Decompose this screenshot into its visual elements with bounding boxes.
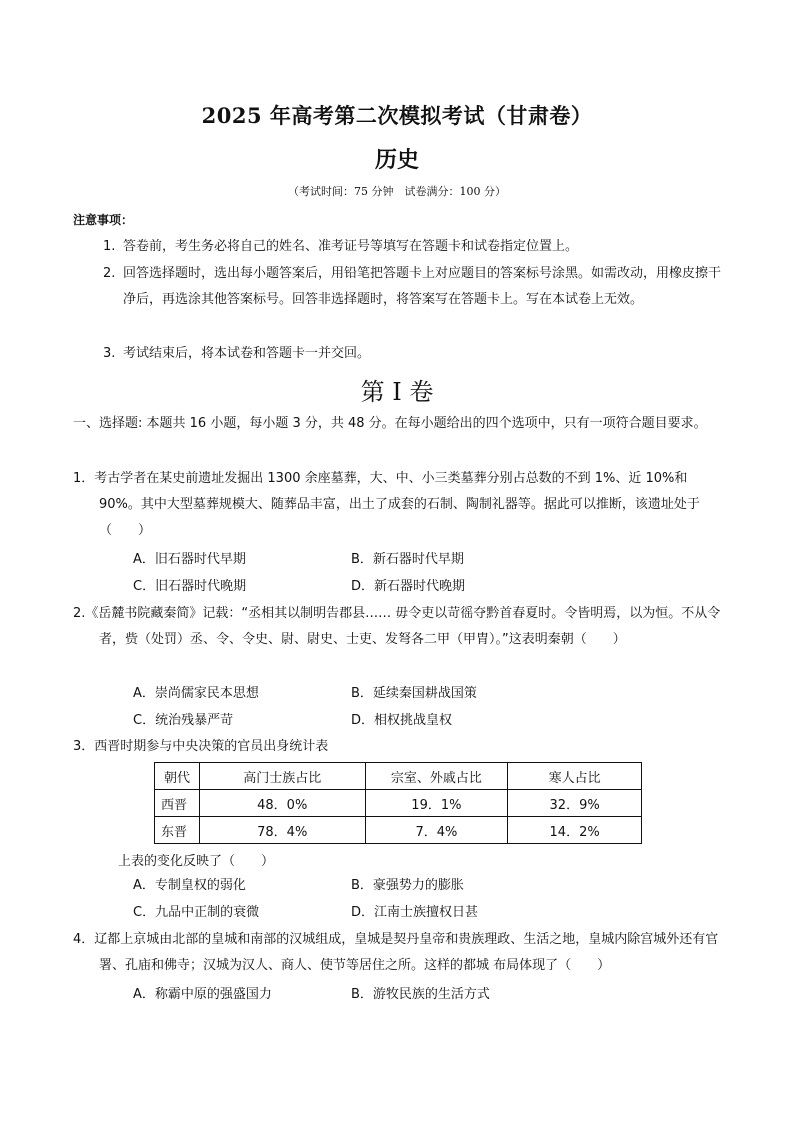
option-a: A．称霸中原的强盛国力 <box>133 987 272 1002</box>
question-3 <box>73 734 725 760</box>
notice-text: 回答选择题时，选出每小题答案后，用铅笔把答题卡上对应题目的答案标号涂黑。如需改动，用橡皮擦干净后，再选涂其他答案标号。回答非选择题时，将答案写在答题卡上。写在本试卷上无效。 <box>123 266 722 307</box>
table-header-cell: 宗室、外戚占比 <box>365 763 508 790</box>
notice-text: 考试结束后，将本试卷和答题卡一并交回。 <box>123 346 371 361</box>
question-1 <box>73 466 725 544</box>
table-row <box>155 817 642 844</box>
exam-info: （考试时间：75 分钟 试卷满分：100 分） <box>288 185 506 198</box>
table-header-cell: 寒人占比 <box>508 763 642 790</box>
option-a: A．专制皇权的弱化 <box>133 878 246 893</box>
option-c: C．统治残暴严苛 <box>133 713 234 728</box>
table-caption: 上表的变化反映了（ ） <box>118 854 275 869</box>
table-header-cell: 朝代 <box>155 763 200 790</box>
table-cell: 7．4% <box>365 817 508 844</box>
option-d: D．江南士族擅权日甚 <box>351 905 479 920</box>
table-cell: 32．9% <box>508 790 642 817</box>
option-c: C．旧石器时代晚期 <box>133 579 247 594</box>
subject-title: 历史 <box>374 147 419 173</box>
option-a: A．旧石器时代早期 <box>133 552 246 567</box>
notice-number: 2. <box>103 266 116 281</box>
question-stem: 2.《岳麓书院藏秦简》记载：“丞相其以制明告郡县…… 毋令吏以苛徭夺黔首春夏时。令皆明焉，以为恒。不从令者，赀（处罚）丞、令、令史、尉、尉史、士吏、发弩各二甲（甲胄）。”这表明秦朝（ ） <box>73 606 721 647</box>
exam-title: 2025 年高考第二次模拟考试（甘肃卷） <box>201 103 593 128</box>
question-stem: 4．辽都上京城由北部的皇城和南部的汉城组成，皇城是契丹皇帝和贵族理政、生活之地，皇城内除宫城外还有官署、孔庙和佛寺；汉城为汉人、商人、使节等居住之所。这样的都城 布局体现了（ ） <box>73 932 719 973</box>
option-c: C．九品中正制的衰微 <box>133 905 260 920</box>
notice-item <box>103 234 725 260</box>
option-b: B．延续秦国耕战国策 <box>351 686 477 701</box>
option-a: A．崇尚儒家民本思想 <box>133 686 259 701</box>
statistics-table <box>154 762 642 844</box>
section-instructions: 一、选择题: 本题共 16 小题，每小题 3 分，共 48 分。在每小题给出的四个选项中，只有一项符合题目要求。 <box>73 416 707 431</box>
notice-item <box>103 341 725 367</box>
table-cell: 78．4% <box>199 817 365 844</box>
table-cell: 14．2% <box>508 817 642 844</box>
notice-heading: 注意事项： <box>73 213 134 227</box>
question-stem: 3．西晋时期参与中央决策的官员出身统计表 <box>73 739 329 754</box>
option-b: B．豪强势力的膨胀 <box>351 878 464 893</box>
table-cell: 48．0% <box>199 790 365 817</box>
question-stem: 1．考古学者在某史前遗址发掘出 1300 余座墓葬，大、中、小三类墓葬分别占总数的不到 1%、近 10%和 90%。其中大型墓葬规模大、随葬品丰富，出土了成套的石制、陶制礼器等。据此可以推断，该遗址处于（ ） <box>73 471 700 538</box>
table-cell: 19．1% <box>365 790 508 817</box>
notice-number: 3. <box>103 346 116 361</box>
notice-text: 答卷前，考生务必将自己的姓名、准考证号等填写在答题卡和试卷指定位置上。 <box>123 239 579 254</box>
option-b: B．游牧民族的生活方式 <box>351 987 490 1002</box>
table-header-cell: 高门士族占比 <box>199 763 365 790</box>
notice-item <box>103 261 725 313</box>
table-row <box>155 790 642 817</box>
question-4 <box>73 927 725 979</box>
option-d: D．新石器时代晚期 <box>351 579 466 594</box>
volume-heading: 第 I 卷 <box>360 378 434 406</box>
table-cell: 东晋 <box>155 817 200 844</box>
option-b: B．新石器时代早期 <box>351 552 464 567</box>
question-2 <box>73 601 725 653</box>
table-cell: 西晋 <box>155 790 200 817</box>
notice-number: 1. <box>103 239 116 254</box>
table-header-row <box>155 763 642 790</box>
option-d: D．相权挑战皇权 <box>351 713 453 728</box>
